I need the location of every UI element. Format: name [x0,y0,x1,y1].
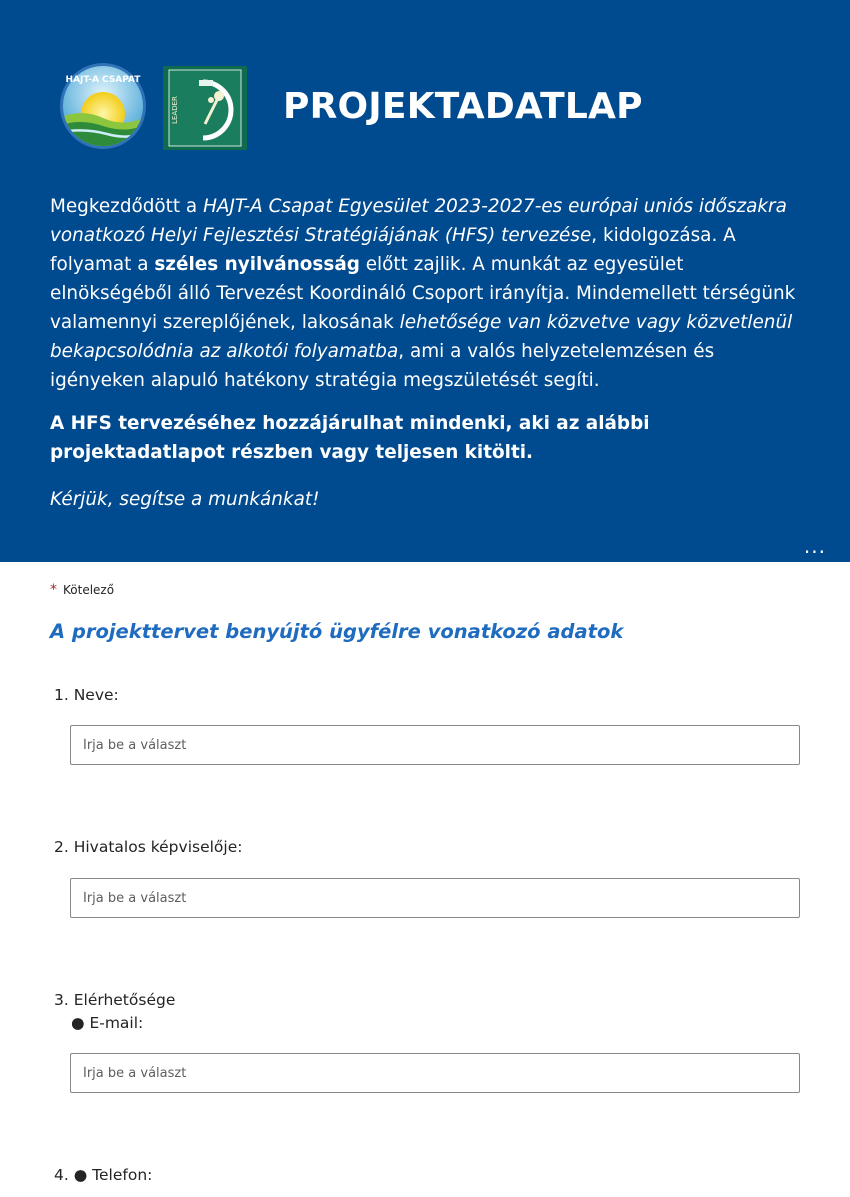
question-4-label: 4. ● Telefon: [54,1166,153,1184]
question-3-sublabel: ● E-mail: [71,1014,144,1032]
intro-text-1: Megkezdődött a [50,196,204,217]
question-2-label: 2. Hivatalos képviselője: [54,838,243,856]
intro-text-4: széles nyilvánosság [154,254,360,275]
intro-paragraph-2: A HFS tervezéséhez hozzájárulhat mindenki, aki az alábbi projektadatlapot részben vagy teljesen kitölti. [50,413,650,463]
intro-text-5: előtt zajlik. A munkát az egyesület elnökségéből álló Tervezést Koordináló Csoport irányítja. Mindemellett térségünk valamennyi szereplőjének, lakosának [50,254,796,333]
page-title: PROJEKTADATLAP [283,86,643,127]
intro-text-2: HAJT-A Csapat Egyesület 2023-2027-es európai uniós időszakra vonatkozó Helyi Fejlesztési Stratégiájának (HFS) tervezése [50,196,787,246]
form-header [0,0,850,562]
hajta-csapat-logo [59,62,147,150]
required-label: Kötelező [63,583,115,597]
intro-paragraph-3: Kérjük, segítse a munkánkat! [50,489,320,510]
question-2-input[interactable] [70,878,800,918]
logo1-text: HAJT-A CSAPAT [65,75,141,85]
section-title: A projekttervet benyújtó ügyfélre vonatkozó adatok [50,620,624,643]
question-1-input[interactable] [70,725,800,765]
intro-paragraph-1 [50,192,800,395]
question-3-label: 3. Elérhetősége [54,991,176,1009]
intro-text-6: lehetősége van közvetve vagy közvetlenül bekapcsolódnia az alkotói folyamatba [50,312,793,362]
logo2-text: LEADER [171,96,179,124]
question-3-input[interactable] [70,1053,800,1093]
leader-logo [163,66,247,150]
intro-text-3: , kidolgozása. A folyamat a [50,225,736,275]
question-1-label: 1. Neve: [54,686,119,704]
intro-text-7: , ami a valós helyzetelemzésen és igényeken alapuló hatékony stratégia megszületését segíti. [50,341,715,391]
intro-text [50,192,800,514]
more-options-button[interactable]: ... [803,534,826,558]
required-star: * [50,582,57,598]
required-note [50,582,114,598]
